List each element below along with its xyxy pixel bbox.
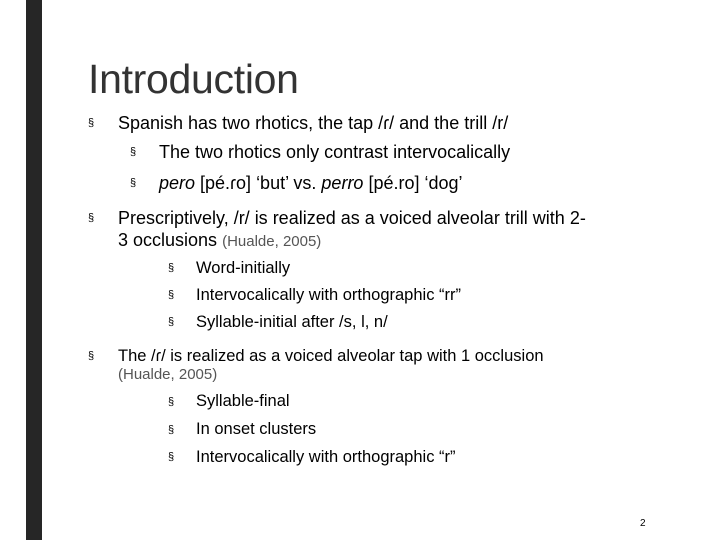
bullet-2-sub-3: Syllable-initial after /s, l, n/ bbox=[196, 313, 388, 331]
bullet-icon: § bbox=[130, 177, 137, 189]
bullet-icon: § bbox=[88, 117, 95, 129]
bullet-2-sub-1: Word-initially bbox=[196, 259, 291, 277]
bullet-icon: § bbox=[168, 316, 175, 328]
bullet-icon: § bbox=[168, 451, 175, 463]
bullet-1-sub-2: pero [pé.ɾo] ‘but’ vs. perro [pé.ro] ‘dog’ bbox=[159, 173, 463, 193]
bullet-2-line-1: Prescriptively, /r/ is realized as a voiced alveolar trill with 2- bbox=[118, 208, 586, 228]
page-number: 2 bbox=[640, 518, 646, 529]
bullet-icon: § bbox=[88, 212, 95, 224]
bullet-3-line-1: The /ɾ/ is realized as a voiced alveolar tap with 1 occlusion bbox=[118, 347, 544, 365]
bullet-2-sub-2: Intervocalically with orthographic “rr” bbox=[196, 286, 462, 304]
bullet-2-line-2: 3 occlusions (Hualde, 2005) bbox=[118, 230, 322, 250]
bullet-icon: § bbox=[168, 262, 175, 274]
bullet-icon: § bbox=[168, 289, 175, 301]
citation: (Hualde, 2005) bbox=[222, 233, 322, 250]
accent-bar bbox=[26, 0, 42, 540]
bullet-3-sub-3: Intervocalically with orthographic “r” bbox=[196, 448, 456, 466]
citation: (Hualde, 2005) bbox=[118, 366, 218, 383]
bullet-icon: § bbox=[88, 350, 95, 362]
bullet-3-sub-2: In onset clusters bbox=[196, 420, 317, 438]
bullet-icon: § bbox=[168, 396, 175, 408]
slide-title: Introduction bbox=[88, 56, 299, 102]
bullet-icon: § bbox=[130, 146, 137, 158]
bullet-icon: § bbox=[168, 424, 175, 436]
bullet-1-sub-1: The two rhotics only contrast intervocalically bbox=[159, 142, 511, 162]
bullet-3-sub-1: Syllable-final bbox=[196, 392, 290, 410]
bullet-1-text: Spanish has two rhotics, the tap /ɾ/ and the trill /r/ bbox=[118, 113, 509, 133]
